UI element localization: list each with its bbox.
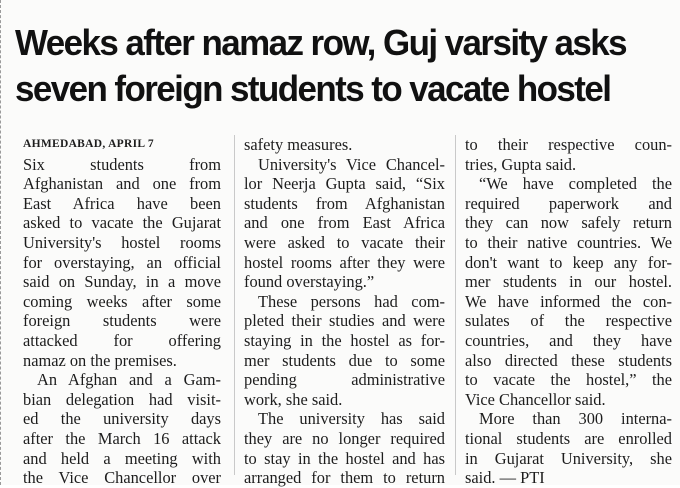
article-text-line: to vacate the hostel,” the [465, 370, 672, 390]
article-text-line: safety measures. [244, 135, 353, 154]
article-text-line: An Afghan and a Gam- [37, 370, 221, 390]
dateline: AHMEDABAD, APRIL 7 [23, 138, 154, 150]
article-text-line: lor Neerja Gupta said, “Six [244, 174, 445, 194]
article-text-line: hostel rooms after they were [244, 252, 445, 272]
article-text-line: they are no longer required [244, 428, 445, 448]
article-text-line: don't want to keep any for- [465, 252, 672, 272]
article-text-line: attacked for offering [23, 330, 221, 350]
article-text-line: pleted their studies and were [244, 311, 445, 331]
headline [15, 20, 655, 112]
column-rule-2 [455, 135, 456, 475]
article-text-line: students from Afghanistan [244, 193, 445, 213]
article-text-line: work, she said. [244, 389, 343, 409]
column-rule-1 [234, 135, 235, 475]
article-text-line: namaz on the premises. [23, 350, 177, 370]
article-text-line: to stay in the hostel and has [244, 448, 445, 468]
article-text-line: and one from East Africa [244, 213, 445, 233]
article-text-line: after the March 16 attack [23, 428, 221, 448]
article-text-line: for overstaying, an official [23, 252, 221, 272]
article-text-line: in Gujarat University, she [465, 448, 672, 468]
article-text-line: Six students from [23, 154, 221, 174]
headline-line-1: Weeks after namaz row, Guj varsity asks [15, 22, 627, 63]
article-text-line: also directed these students [465, 350, 672, 370]
article-text-line: University's hostel rooms [23, 232, 221, 252]
article-text-line: mer students due to some [244, 350, 445, 370]
article-text-line: arranged for them to return [244, 468, 445, 488]
article-column-2 [244, 135, 445, 488]
article-text-line: were asked to vacate their [244, 232, 445, 252]
article-text-line: foreign students were [23, 311, 221, 331]
article-text-line: coming weeks after some [23, 291, 221, 311]
article-column-1 [23, 135, 221, 488]
article-text-line: “We have completed the [479, 174, 672, 194]
article-text-line: staying in the hostel as for- [244, 330, 445, 350]
article-text-line: University's Vice Chancel- [258, 154, 445, 174]
article-text-line: Afghanistan and one from [23, 174, 221, 194]
article-text-line: These persons had com- [258, 291, 445, 311]
article-text-line: bian delegation had visit- [23, 389, 221, 409]
article-text-line: sulates of the respective [465, 311, 672, 331]
article-text-line: the Vice Chancellor over [23, 468, 221, 488]
article-column-3 [465, 135, 672, 488]
article-text-line: said on Sunday, in a move [23, 272, 221, 292]
article-text-line: to their native countries. We [465, 232, 672, 252]
article-text-line: they can now safely return [465, 213, 672, 233]
article-text-line: tries, Gupta said. [465, 154, 577, 174]
article-text-line: The university has said [258, 409, 445, 429]
article-text-line: pending administrative [244, 370, 445, 390]
headline-line-2: seven foreign students to vacate hostel [15, 68, 611, 109]
article-text-line: We have informed the con- [465, 291, 672, 311]
article-text-line: and held a meeting with [23, 448, 221, 468]
article-text-line: to their respective coun- [465, 135, 672, 154]
article-text-line: asked to vacate the Gujarat [23, 213, 221, 233]
article-text-line: found overstaying.” [244, 272, 375, 292]
article-text-line: countries, and they have [465, 330, 672, 350]
article-text-line: mer students in our hostel. [465, 272, 672, 292]
article-text-line: Vice Chancellor said. [465, 389, 606, 409]
article-text-line: More than 300 interna- [479, 409, 672, 429]
article-text-line: East Africa have been [23, 193, 221, 213]
article-text-line: said. — PTI [465, 468, 545, 488]
article-text-line: required paperwork and [465, 193, 672, 213]
article-text-line: ed the university days [23, 409, 221, 429]
article-text-line: tional students are enrolled [465, 428, 672, 448]
